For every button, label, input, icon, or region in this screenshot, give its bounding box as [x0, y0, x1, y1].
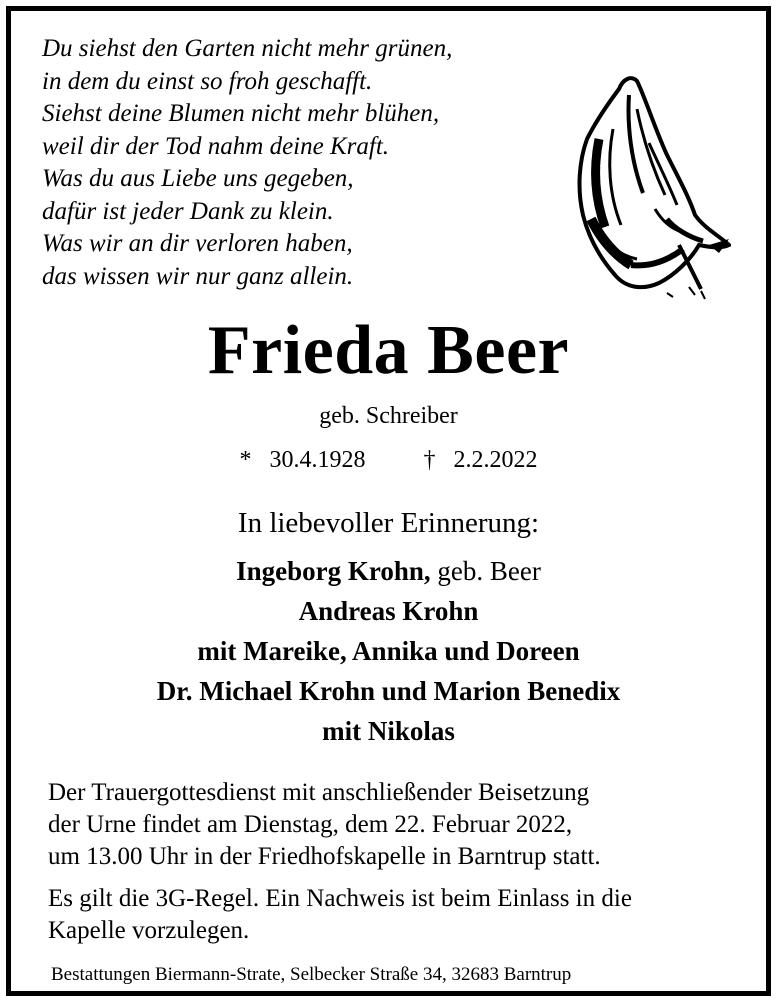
family-member-note: geb. Beer: [430, 556, 541, 586]
death-date: 2.2.2022: [453, 447, 538, 473]
poem-line: Du siehst den Garten nicht mehr grünen,: [42, 35, 453, 62]
covid-rule-notice: [48, 883, 632, 947]
praying-hands-icon: [571, 69, 731, 304]
rule-line: Kapelle vorzulegen.: [48, 917, 250, 944]
undertaker-info: Bestattungen Biermann-Strate, Selbecker Straße 34, 32683 Barntrup: [51, 964, 572, 985]
poem: [42, 33, 452, 293]
birth-symbol: *: [239, 447, 252, 473]
poem-line: weil dir der Tod nahm deine Kraft.: [42, 132, 390, 160]
poem-line: Siehst deine Blumen nicht mehr blühen,: [42, 100, 440, 127]
poem-line: dafür ist jeder Dank zu klein.: [42, 197, 334, 225]
service-line: der Urne findet am Dienstag, dem 22. Februar 2022,: [48, 811, 573, 838]
birth-date: 30.4.1928: [269, 447, 366, 473]
poem-line: Was du aus Liebe uns gegeben,: [42, 165, 354, 192]
poem-line: in dem du einst so froh geschafft.: [42, 67, 373, 95]
family-line: mit Mareike, Annika und Doreen: [197, 636, 580, 666]
family-member-name: Ingeborg Krohn,: [236, 556, 431, 586]
life-dates: [11, 445, 766, 475]
service-line: um 13.00 Uhr in der Friedhofskapelle in Barntrup statt.: [48, 843, 601, 870]
family-line: [11, 551, 766, 591]
deceased-name: Frieda Beer: [207, 312, 570, 389]
family-line: mit Nikolas: [322, 716, 455, 746]
family-line: Andreas Krohn: [298, 596, 479, 626]
family-list: [11, 551, 766, 751]
rule-line: Es gilt die 3G-Regel. Ein Nachweis ist beim Einlass in die: [48, 885, 632, 912]
family-line: Dr. Michael Krohn und Marion Benedix: [156, 676, 621, 706]
maiden-name: geb. Schreiber: [319, 403, 458, 429]
poem-line: das wissen wir nur ganz allein.: [42, 262, 354, 290]
memory-heading: In liebevoller Erinnerung:: [237, 507, 540, 539]
service-notice: [48, 777, 601, 873]
obituary-card: [6, 6, 771, 996]
service-line: Der Trauergottesdienst mit anschließender Beisetzung: [48, 779, 590, 806]
death-symbol: †: [423, 447, 436, 473]
poem-line: Was wir an dir verloren haben,: [42, 230, 353, 257]
